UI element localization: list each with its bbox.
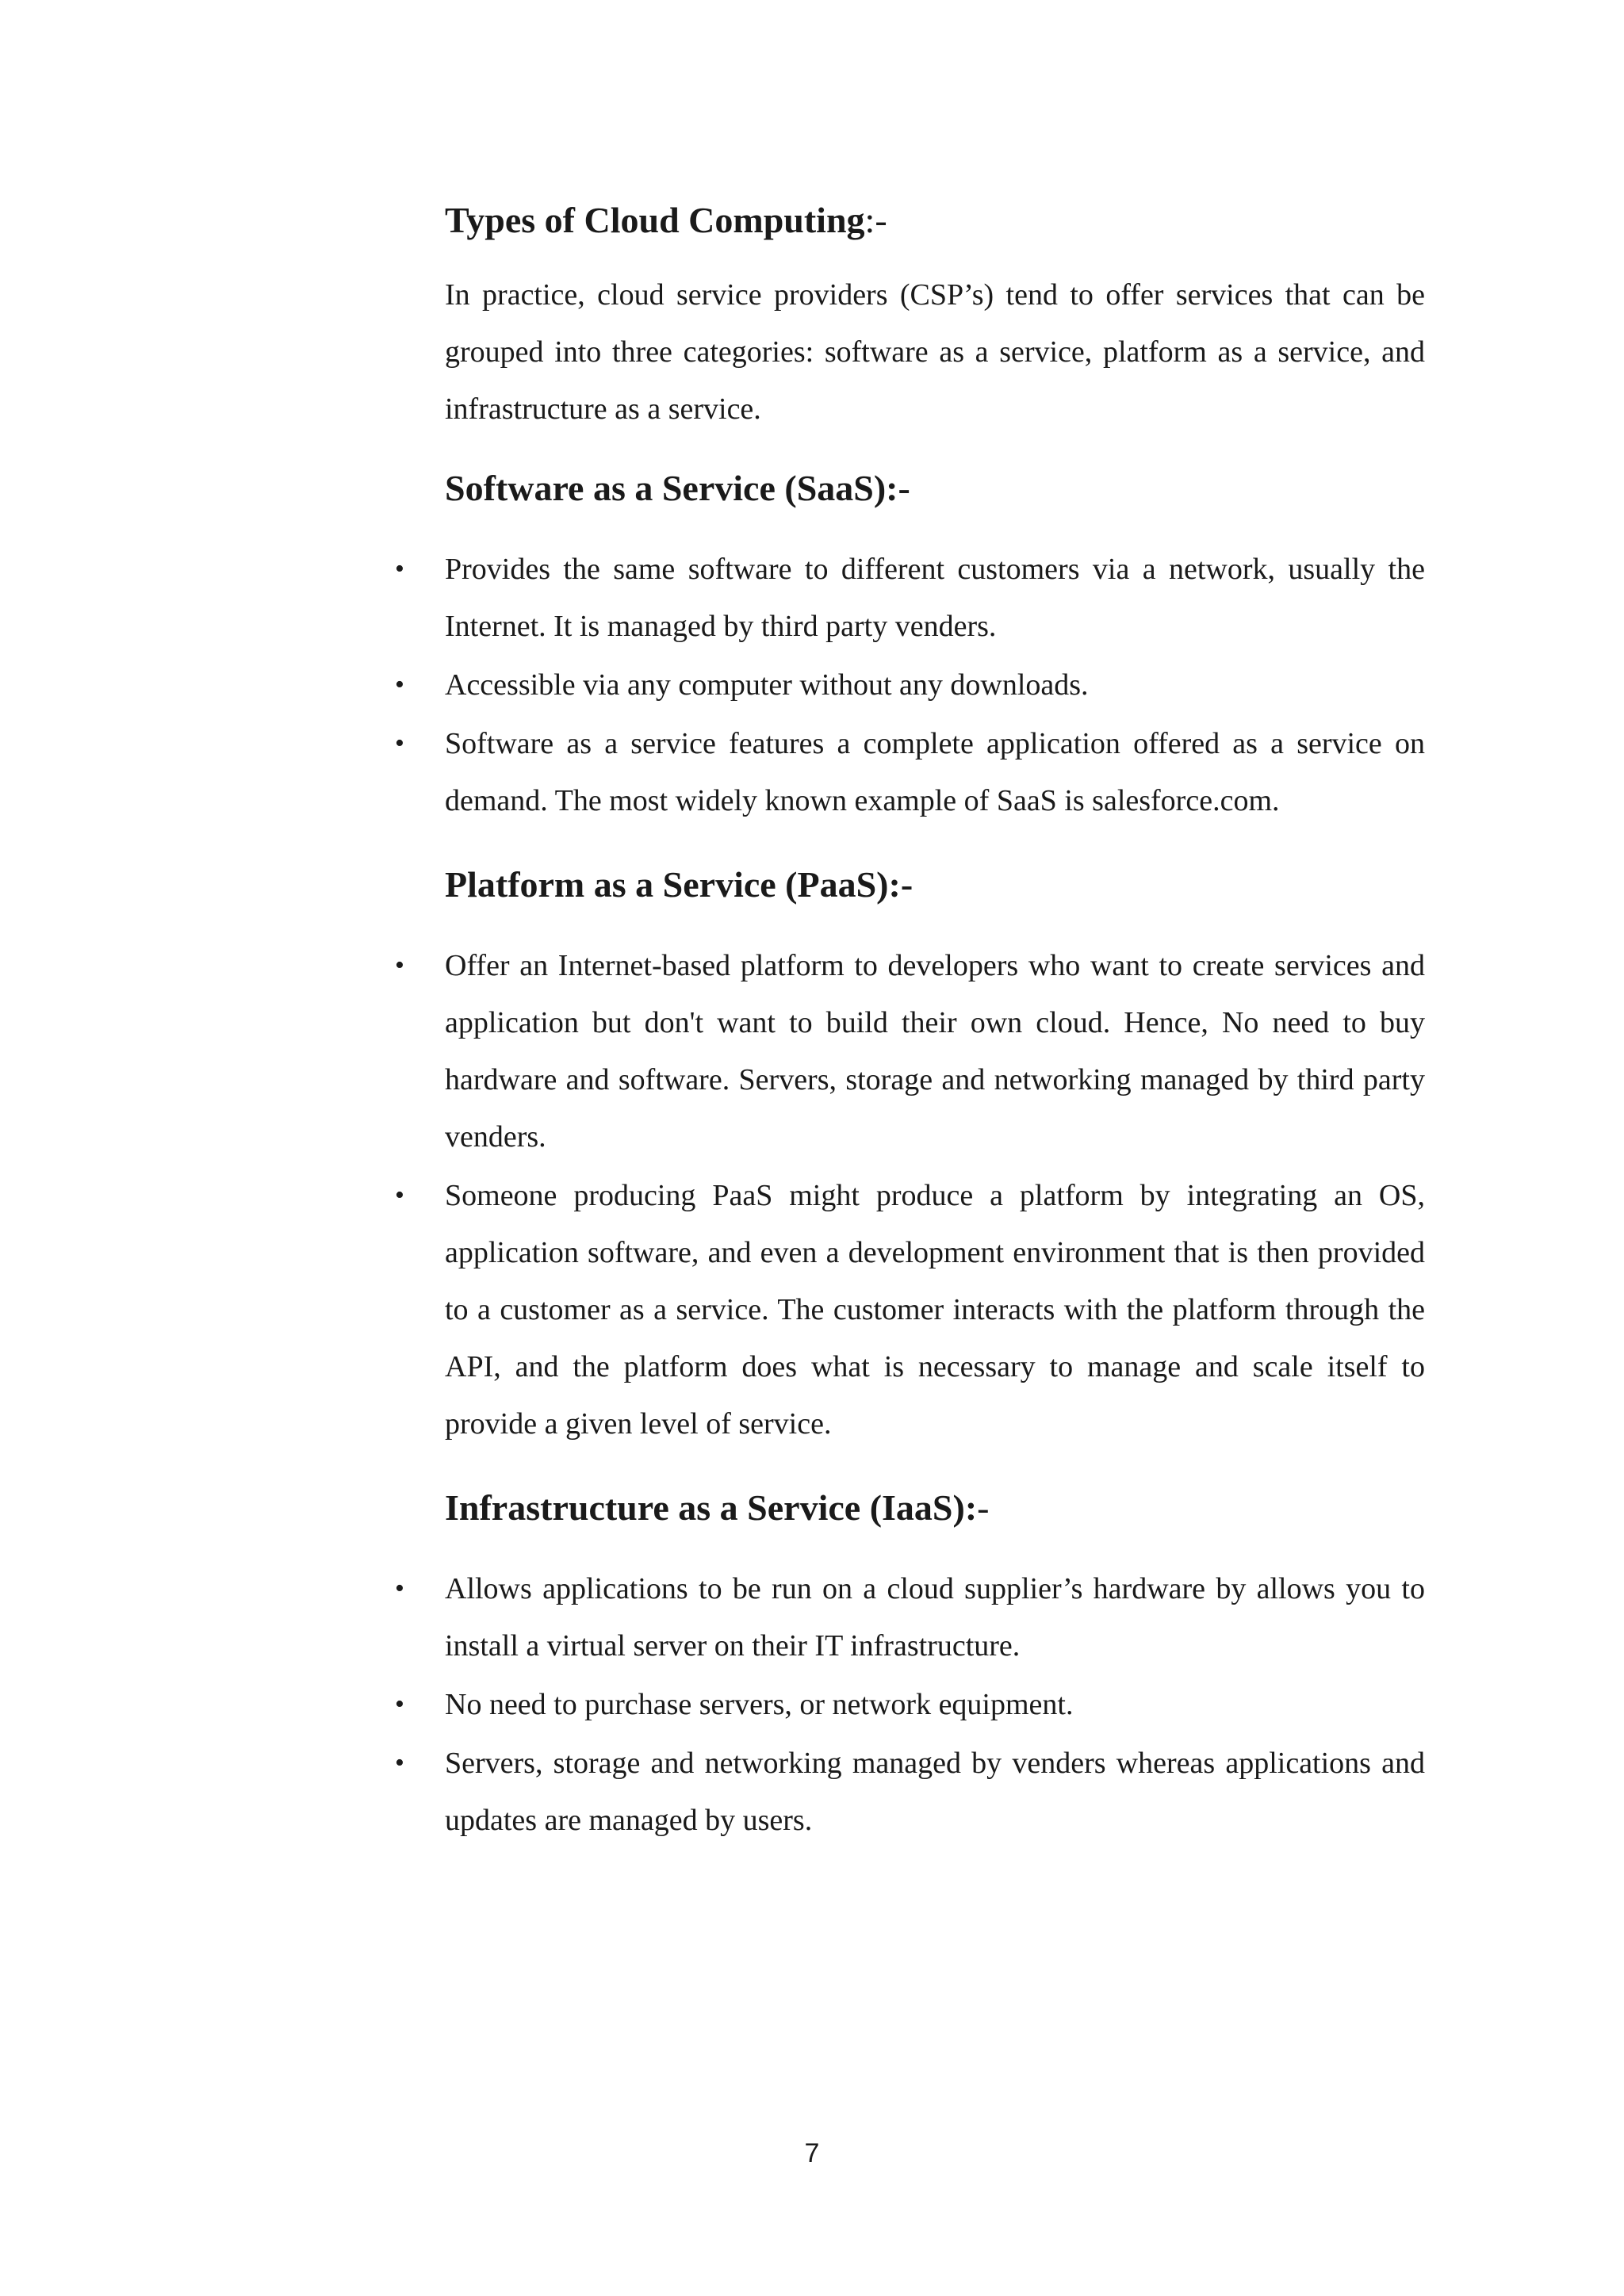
list-item [395,656,1425,714]
bullet-icon: • [395,1689,404,1719]
list-item [395,1735,1425,1849]
bullet-icon: • [395,1748,404,1777]
section-heading-iaas [445,1476,1425,1540]
list-item [395,541,1425,655]
paas-list [395,937,1425,1452]
list-item [395,1560,1425,1674]
bullet-icon: • [395,670,404,699]
list-item-text: Allows applications to be run on a cloud supplier’s hardware by allows you to install a virtual server on their IT infrastructure. [445,1572,1425,1663]
section-heading-paas: Platform as a Service (PaaS):- [445,864,914,905]
list-item [395,937,1425,1165]
bullet-icon: • [395,951,404,980]
page-title-suffix: :- [864,200,887,240]
list-item-text: Software as a service features a complete application offered as a service on demand. The most widely known example of SaaS is salesforce.com. [445,727,1425,817]
page-title-main: Types of Cloud Computing [445,200,865,240]
list-item-text: Offer an Internet-based platform to developers who want to create services and application but don't want to build their own cloud. Hence, No need to buy hardware and software. Servers, storage and networking managed by third party venders. [445,949,1425,1154]
bullet-icon: • [395,554,404,584]
page-content [395,189,1425,1873]
list-item [395,1676,1425,1733]
bullet-icon: • [395,1574,404,1603]
list-item-text: Provides the same software to different customers via a network, usually the Internet. It is managed by third party venders. [445,553,1425,643]
page-number: 7 [804,2138,820,2168]
section-heading-iaas-text: Infrastructure as a Service (IaaS): [445,1487,978,1528]
page-title [445,189,1425,252]
intro-paragraph: In practice, cloud service providers (CSP’s) tend to offer services that can be grouped into three categories: software as a service, platform as a service, and infrastructure as a service. [445,278,1425,426]
list-item-text: No need to purchase servers, or network equipment. [445,1688,1074,1721]
section-heading-saas: Software as a Service (SaaS):- [445,468,910,508]
list-item [395,1167,1425,1452]
saas-list [395,541,1425,829]
list-item-text: Someone producing PaaS might produce a platform by integrating an OS, application software, and even a development environment that is then provided to a customer as a service. The customer interacts with the platform through the API, and the platform does what is necessary to manage and scale itself to provide a given level of service. [445,1179,1425,1441]
list-item [395,715,1425,829]
bullet-icon: • [395,1181,404,1210]
bullet-icon: • [395,729,404,758]
list-item-text: Accessible via any computer without any downloads. [445,668,1089,702]
section-heading-iaas-suffix: - [977,1487,990,1528]
list-item-text: Servers, storage and networking managed by venders whereas applications and updates are managed by users. [445,1747,1425,1837]
iaas-list [395,1560,1425,1849]
